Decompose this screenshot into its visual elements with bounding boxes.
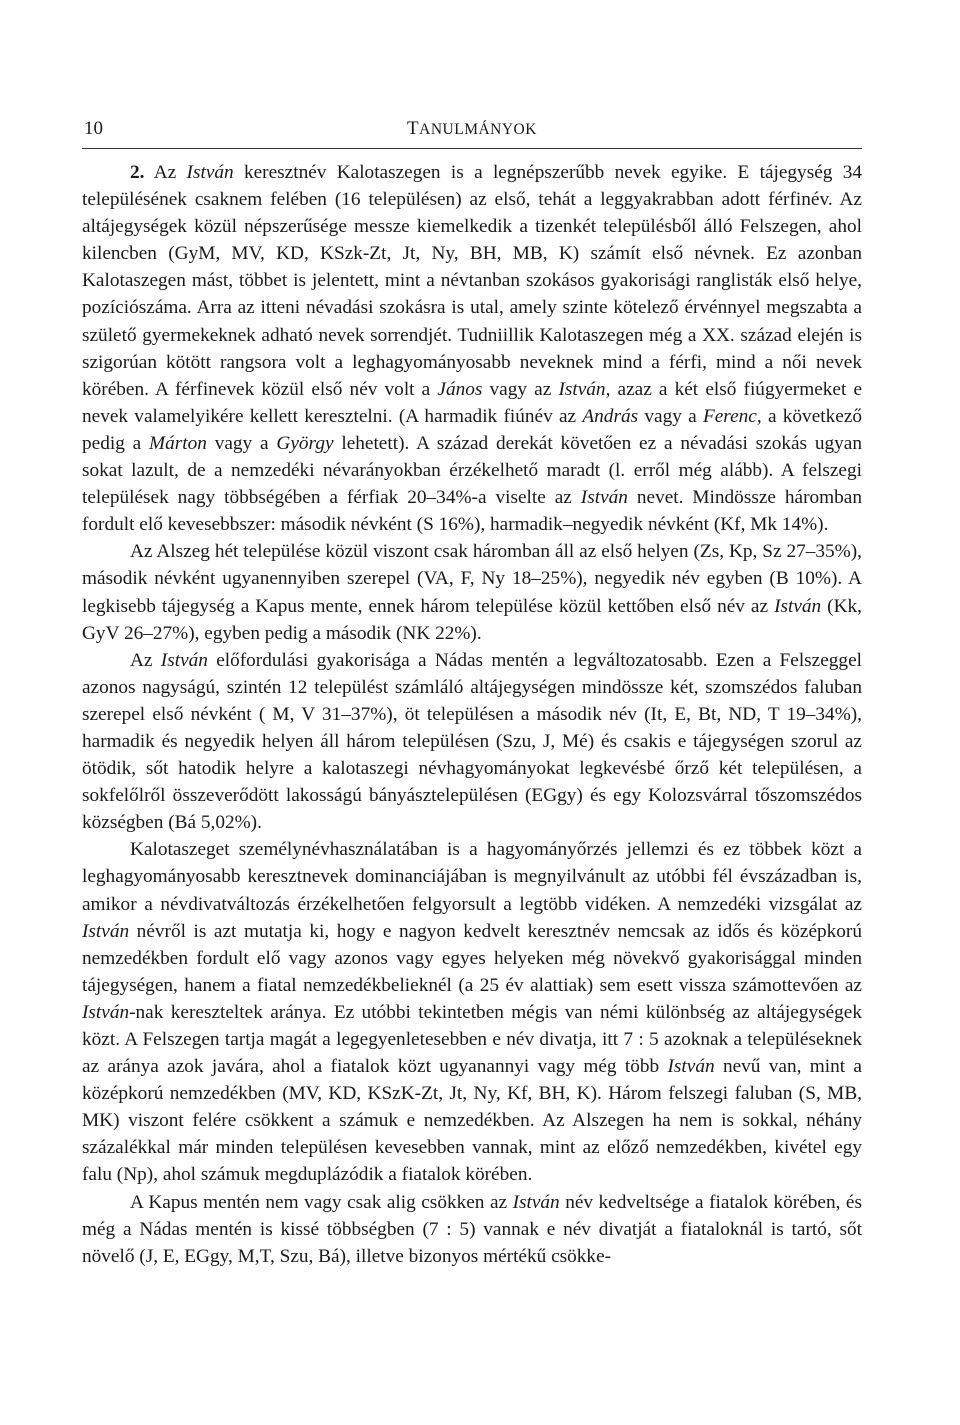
italic-name: István	[558, 378, 606, 400]
text-run: , azaz a két első fiúgyermeket e nevek valamelyikére kellett keresztelni. (A harmadik fiúnév az	[82, 378, 863, 427]
paragraph	[82, 1189, 862, 1270]
italic-name: György	[276, 432, 334, 454]
text-run: A Kapus mentén nem vagy csak alig csökken az	[130, 1191, 513, 1213]
text-run: , a következő pedig a	[82, 405, 863, 454]
paragraph	[82, 836, 862, 1188]
text-run: (Kk, GyV 26–27%), egyben pedig a második (NK 22%).	[82, 595, 862, 644]
italic-name: István	[82, 920, 130, 942]
text-run: nevű van, mint a középkorú nemzedékben (MV, KD, KSzK-Zt, Jt, Ny, Kf, BH, K). Három felszegi faluban (S, MB, MK) viszont felére csökkent a számuk e nemzedékben. Az Alszegen ha nem is sokkal, néhány százalékkal már minden településen kevesebben vannak, mint az előző nemzedékben, kivétel egy falu (Np), ahol számuk megduplázódik a fiatalok körében.	[82, 1056, 862, 1186]
page	[82, 112, 862, 1270]
italic-name: István	[512, 1191, 560, 1213]
running-title-initial: T	[407, 118, 420, 139]
italic-name: István	[667, 1056, 715, 1078]
running-title	[82, 118, 862, 140]
italic-name: Márton	[149, 432, 207, 454]
text-run: előfordulási gyakorisága a Nádas mentén a legváltozatosabb. Ezen a Felszeggel azonos nagyságú, szintén 12 települést számláló altájegységen mindössze két, szomszédos faluban szerepel első névként ( M, V 31–37%), öt településen a második név (It, E, Bt, ND, T 19–34%), harmadik és negyedik helyen áll három településen (Szu, J, Mé) és csakis e tájegységen szorul az ötödik, sőt hatodik helyre a kalotaszegi névhagyományokat legkevésbé őrző két településen, a sokfelőlről összeverődött lakosságú bányásztelepülésen (EGgy) és egy Kolozsvárral tőszomszédos községben (Bá 5,02%).	[82, 649, 862, 834]
text-run: Az	[130, 649, 161, 671]
text-run: nevet. Mindössze háromban fordult elő kevesebbszer: második névként (S 16%), harmadik–negyedik névként (Kf, Mk 14%).	[82, 487, 862, 536]
text-run: Az	[144, 162, 187, 183]
text-run: vagy az	[482, 378, 559, 400]
paragraph	[82, 538, 862, 646]
page-number: 10	[84, 118, 103, 139]
running-head	[82, 112, 862, 149]
italic-name: István	[774, 595, 822, 617]
italic-name: István	[186, 162, 234, 183]
italic-name: Ferenc	[702, 405, 757, 427]
paragraph	[82, 647, 862, 837]
paragraph	[82, 159, 862, 538]
italic-name: István	[580, 487, 628, 509]
italic-name: János	[437, 378, 483, 400]
running-title-rest: ANULMÁNYOK	[419, 121, 537, 138]
text-run: vagy a	[638, 405, 703, 427]
text-run: névről is azt mutatja ki, hogy e nagyon kedvelt keresztnév nemcsak az idős és középkorú nemzedékben fordult elő vagy azonos vagy egyes helyeken még növekvő gyakorisággal minden tájegységen, hanem a fiatal nemzedékbelieknél (a 25 év alattiak) sem esett vissza számottevően az	[82, 920, 862, 996]
italic-name: István	[82, 1001, 130, 1023]
italic-name: István	[160, 649, 208, 671]
italic-name: András	[582, 405, 639, 427]
section-number: 2.	[130, 162, 145, 183]
text-run: Az Alszeg hét települése közül viszont csak háromban áll az első helyen (Zs, Kp, Sz 27–35%), második névként ugyanennyiben szerepel (VA, F, Ny 18–25%), negyedik név egyben (B 10%). A legkisebb tájegység a Kapus mente, ennek három települése közül kettőben első név az	[82, 541, 862, 617]
text-run: -nak kereszteltek aránya. Ez utóbbi tekintetben mégis van némi különbség az altájegységek közt. A Felszegen tartja magát a legegyenletesebben e név divatja, itt 7 : 5 azoknak a településeknek az aránya azok javára, ahol a fiatalok közt ugyanannyi vagy még több	[82, 1001, 862, 1078]
text-run: Kalotaszeget személynévhasználatában is a hagyományőrzés jellemzi és ez többek közt a leghagyományosabb keresztnevek dominanciájában is megnyilvánult az utóbbi fél évszázadban is, amikor a névdivatváltozás érzékelhetően felgyorsult a legtöbb vidéken. A nemzedéki vizsgálat az	[82, 839, 862, 915]
text-run: keresztnév Kalotaszegen is a legnépszerűbb nevek egyike. E tájegység 34 településének csaknem felében (16 településen) az első, tehát a leggyakrabban adott férfinév. Az altájegységek közül népszerűsége messze kiemelkedik a tizenkét településből álló Felszegen, ahol kilencben (GyM, MV, KD, KSzk-Zt, Jt, Ny, BH, MB, K) számít első névnek. Ez azonban Kalotaszegen mást, többet is jelentett, mint a névtanban szokásos gyakorisági ranglisták első helye, pozíciószáma. Arra az itteni névadási szokásra is utal, amely szinte kötelező érvénnyel megszabta a születő gyermekeknek adható nevek sorrendjét. Tudniillik Kalotaszegen még a XX. század elején is szigorúan kötött rangsora volt a leghagyományosabb neveknek mind a férfi, mind a női nevek körében. A férfinevek közül első név volt a	[82, 162, 862, 400]
text-run: lehetett). A század derekát követően ez a névadási szokás ugyan sokat lazult, de a nemzedéki névarányokban érzékelhető maradt (l. erről még alább). A felszegi települések nagy többségében a férfiak 20–34%-a viselte az	[82, 432, 862, 509]
text-run: vagy a	[206, 432, 277, 454]
body-text	[82, 159, 862, 1270]
text-run: név kedveltsége a fiatalok körében, és még a Nádas mentén is kissé többségben (7 : 5) vannak e név divatját a fiataloknál is tartó, sőt növelő (J, E, EGgy, M,T, Szu, Bá), illetve bizonyos mértékű csökke-	[82, 1191, 862, 1267]
